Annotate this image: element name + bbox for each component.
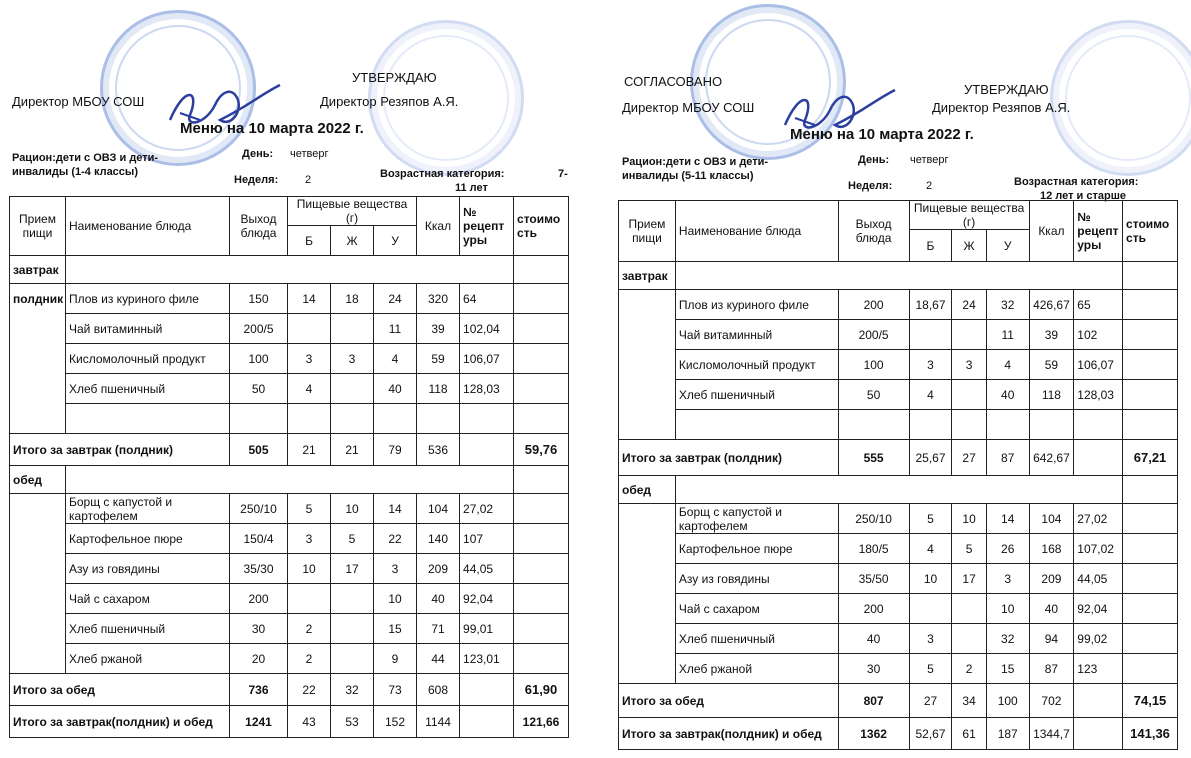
dish-fat [952,380,987,410]
dish-cost [1123,624,1178,654]
dish-recipe: 27,02 [460,494,514,524]
dish-protein: 18,67 [909,290,952,320]
dish-cost [514,494,569,524]
dish-name: Борщ с капустой и картофелем [675,504,838,534]
dish-carbs: 9 [374,644,417,674]
dish-name: Хлеб пшеничный [675,624,838,654]
dish-cost [1123,654,1178,684]
dish-yield: 200 [838,594,909,624]
dish-yield: 35/30 [230,554,288,584]
breakfast-total-fat: 21 [331,434,374,466]
dish-yield: 180/5 [838,534,909,564]
dish-recipe: 106,07 [1074,350,1123,380]
meal-cell [619,290,676,320]
lunch-total-kcal: 608 [417,674,460,706]
dish-recipe: 128,03 [1074,380,1123,410]
meal-cell [619,504,676,534]
dish-name: Плов из куриного филе [66,284,230,314]
menu-title-right: Меню на 10 марта 2022 г. [790,126,974,143]
dish-fat: 24 [952,290,987,320]
dish-recipe: 44,05 [460,554,514,584]
header-meal-right: Прием пищи [619,201,676,262]
header-carbs-right: У [986,230,1029,262]
dish-name: Хлеб ржаной [66,644,230,674]
header-protein: Б [288,226,331,256]
official-stamp-right-2 [1050,20,1191,176]
grand-total-kcal-right: 1344,7 [1029,718,1074,750]
dish-name: Хлеб пшеничный [66,374,230,404]
dish-fat [952,320,987,350]
dish-carbs: 10 [986,594,1029,624]
header-cost: стоимо сть [514,197,569,256]
table-row [619,350,1178,380]
meal-cell [10,374,66,404]
dish-kcal: 426,67 [1029,290,1074,320]
dish-carbs: 10 [374,584,417,614]
dish-fat [331,314,374,344]
dish-carbs: 4 [374,344,417,374]
director-signature-line-right: Директор МБОУ СОШ [622,100,755,115]
dish-cost [514,554,569,584]
breakfast-total-label-right: Итого за завтрак (полдник) [619,440,839,476]
dish-kcal: 118 [417,374,460,404]
dish-protein: 10 [909,564,952,594]
dish-cost [514,524,569,554]
meal-snack-label: полдник [10,284,66,314]
table-row [10,524,569,554]
dish-kcal: 44 [417,644,460,674]
dish-cost [1123,504,1178,534]
dish-kcal: 71 [417,614,460,644]
dish-yield: 250/10 [230,494,288,524]
dish-yield: 30 [230,614,288,644]
breakfast-total-kcal-right: 642,67 [1029,440,1074,476]
lunch-total-carbs: 73 [374,674,417,706]
dish-name: Чай витаминный [66,314,230,344]
dish-recipe: 107 [460,524,514,554]
dish-fat: 2 [952,654,987,684]
menu-table-right [618,200,1178,750]
dish-name: Чай витаминный [675,320,838,350]
dish-fat: 3 [952,350,987,380]
meal-cell [619,624,676,654]
dish-fat: 10 [952,504,987,534]
meal-cell [10,314,66,344]
grand-total-fat: 53 [331,706,374,738]
table-row [619,534,1178,564]
header-yield: Выход блюда [230,197,288,256]
table-row [10,374,569,404]
lunch-total-cost-right: 74,15 [1123,684,1178,718]
dish-fat [952,594,987,624]
meal-cell [10,644,66,674]
meal-breakfast-label: завтрак [10,256,66,284]
dish-fat: 3 [331,344,374,374]
dish-yield: 200/5 [838,320,909,350]
dish-yield: 50 [230,374,288,404]
table-row [619,380,1178,410]
lunch-total-fat-right: 34 [952,684,987,718]
meal-cell [619,534,676,564]
dish-carbs: 40 [374,374,417,404]
header-nutrients-right: Пищевые вещества (г) [909,201,1029,230]
dish-cost [1123,534,1178,564]
header-nutrients: Пищевые вещества (г) [288,197,417,226]
director-name: Директор Резяпов А.Я. [320,94,459,109]
dish-name: Хлеб ржаной [675,654,838,684]
breakfast-total-yield: 505 [230,434,288,466]
dish-protein: 5 [909,504,952,534]
meal-cell [10,554,66,584]
dish-fat: 18 [331,284,374,314]
meal-cell [619,654,676,684]
dish-fat: 17 [331,554,374,584]
table-row [619,320,1178,350]
dish-protein [288,584,331,614]
header-kcal-right: Ккал [1029,201,1074,262]
lunch-total-yield: 736 [230,674,288,706]
dish-recipe: 123,01 [460,644,514,674]
ration-label-right-2: инвалиды (5-11 классы) [622,170,754,182]
dish-yield: 200/5 [230,314,288,344]
dish-carbs: 3 [986,564,1029,594]
header-dish-right: Наименование блюда [675,201,838,262]
breakfast-total-cost: 59,76 [514,434,569,466]
dish-recipe: 99,01 [460,614,514,644]
age-label: Возрастная категория: [380,168,505,180]
dish-yield: 35/50 [838,564,909,594]
lunch-total-carbs-right: 100 [986,684,1029,718]
dish-cost [1123,320,1178,350]
dish-cost [1123,594,1178,624]
week-label-right: Неделя: [848,180,893,192]
table-row [10,584,569,614]
week-value-right: 2 [926,180,933,192]
lunch-total-label-right: Итого за обед [619,684,839,718]
age-label-right: Возрастная категория: [1014,176,1139,188]
table-row [10,554,569,584]
dish-carbs: 14 [374,494,417,524]
dish-fat: 5 [952,534,987,564]
header-protein-right: Б [909,230,952,262]
dish-carbs: 32 [986,624,1029,654]
dish-protein [909,594,952,624]
dish-kcal: 320 [417,284,460,314]
lunch-total-fat: 32 [331,674,374,706]
grand-total-yield: 1241 [230,706,288,738]
table-row [619,624,1178,654]
grand-total-fat-right: 61 [952,718,987,750]
director-name-right: Директор Резяпов А.Я. [932,100,1071,115]
dish-carbs: 26 [986,534,1029,564]
dish-name: Чай с сахаром [675,594,838,624]
dish-yield: 30 [838,654,909,684]
header-recipe-right: № рецепт уры [1074,201,1123,262]
dish-carbs: 15 [374,614,417,644]
header-dish: Наименование блюда [66,197,230,256]
header-fat: Ж [331,226,374,256]
dish-name: Хлеб пшеничный [66,614,230,644]
dish-cost [1123,564,1178,594]
dish-fat [331,374,374,404]
week-value: 2 [305,174,312,186]
menu-title: Меню на 10 марта 2022 г. [180,120,364,137]
dish-recipe: 102,04 [460,314,514,344]
agreed-heading: СОГЛАСОВАНО [624,74,723,89]
age-value-2: 11 лет [455,182,488,194]
dish-recipe: 27,02 [1074,504,1123,534]
day-value: четверг [290,148,329,160]
header-fat-right: Ж [952,230,987,262]
dish-yield: 150 [230,284,288,314]
grand-total-carbs: 152 [374,706,417,738]
week-label: Неделя: [234,174,279,186]
dish-yield: 40 [838,624,909,654]
dish-kcal: 39 [417,314,460,344]
breakfast-total-protein: 21 [288,434,331,466]
meal-cell [619,380,676,410]
table-row [619,654,1178,684]
breakfast-total-protein-right: 25,67 [909,440,952,476]
dish-cost [514,284,569,314]
dish-kcal: 59 [1029,350,1074,380]
table-row [10,614,569,644]
dish-name: Картофельное пюре [66,524,230,554]
dish-name: Азу из говядины [675,564,838,594]
dish-cost [1123,350,1178,380]
dish-recipe: 65 [1074,290,1123,320]
dish-protein [909,320,952,350]
dish-kcal: 209 [417,554,460,584]
dish-carbs: 40 [986,380,1029,410]
table-row [619,564,1178,594]
dish-protein: 4 [288,374,331,404]
ration-label: Рацион:дети с ОВЗ и дети- [12,152,159,164]
dish-kcal: 209 [1029,564,1074,594]
age-value-right: 12 лет и старше [1040,190,1126,202]
dish-protein: 3 [288,524,331,554]
meal-lunch-label-right: обед [619,476,676,504]
dish-fat [952,624,987,654]
table-row [10,314,569,344]
dish-protein: 4 [909,534,952,564]
age-value: 7- [558,168,568,180]
dish-yield: 100 [838,350,909,380]
dish-yield: 100 [230,344,288,374]
day-label-right: День: [858,154,890,166]
dish-kcal: 59 [417,344,460,374]
grand-total-kcal: 1144 [417,706,460,738]
meal-cell [10,344,66,374]
dish-protein: 2 [288,644,331,674]
dish-recipe: 99,02 [1074,624,1123,654]
dish-carbs: 24 [374,284,417,314]
dish-protein: 3 [909,350,952,380]
dish-carbs: 4 [986,350,1029,380]
dish-recipe: 44,05 [1074,564,1123,594]
dish-cost [514,584,569,614]
dish-kcal: 87 [1029,654,1074,684]
dish-cost [514,614,569,644]
ration-label-right: Рацион:дети с ОВЗ и дети- [622,156,769,168]
dish-name: Кисломолочный продукт [66,344,230,374]
table-row [619,504,1178,534]
dish-carbs: 11 [986,320,1029,350]
dish-cost [514,344,569,374]
lunch-total-protein-right: 27 [909,684,952,718]
dish-kcal: 140 [417,524,460,554]
dish-recipe: 64 [460,284,514,314]
dish-protein: 10 [288,554,331,584]
meal-cell [619,350,676,380]
day-value-right: четверг [910,154,949,166]
dish-protein [288,314,331,344]
grand-total-label: Итого за завтрак(полдник) и обед [10,706,230,738]
dish-name: Картофельное пюре [675,534,838,564]
meal-cell [10,494,66,524]
grand-total-label-right: Итого за завтрак(полдник) и обед [619,718,839,750]
dish-protein: 4 [909,380,952,410]
dish-kcal: 168 [1029,534,1074,564]
breakfast-total-carbs-right: 87 [986,440,1029,476]
dish-carbs: 22 [374,524,417,554]
dish-kcal: 40 [417,584,460,614]
dish-kcal: 94 [1029,624,1074,654]
table-row [619,594,1178,624]
table-row [10,644,569,674]
table-row [10,494,569,524]
grand-total-protein: 43 [288,706,331,738]
dish-yield: 250/10 [838,504,909,534]
grand-total-cost-right: 141,36 [1123,718,1178,750]
dish-recipe: 92,04 [460,584,514,614]
dish-protein: 2 [288,614,331,644]
dish-yield: 150/4 [230,524,288,554]
dish-fat [331,614,374,644]
dish-recipe: 106,07 [460,344,514,374]
dish-name: Плов из куриного филе [675,290,838,320]
grand-total-protein-right: 52,67 [909,718,952,750]
dish-kcal: 118 [1029,380,1074,410]
meal-cell [10,524,66,554]
breakfast-total-yield-right: 555 [838,440,909,476]
dish-protein: 14 [288,284,331,314]
dish-recipe: 107,02 [1074,534,1123,564]
meal-cell [10,584,66,614]
breakfast-total-cost-right: 67,21 [1123,440,1178,476]
dish-cost [514,314,569,344]
dish-carbs: 32 [986,290,1029,320]
lunch-total-label: Итого за обед [10,674,230,706]
menu-table-left [9,196,569,738]
dish-yield: 200 [230,584,288,614]
dish-name: Чай с сахаром [66,584,230,614]
dish-kcal: 104 [1029,504,1074,534]
header-yield-right: Выход блюда [838,201,909,262]
dish-cost [1123,290,1178,320]
dish-fat: 17 [952,564,987,594]
dish-cost [514,644,569,674]
breakfast-total-fat-right: 27 [952,440,987,476]
breakfast-total-label: Итого за завтрак (полдник) [10,434,230,466]
table-row [10,344,569,374]
dish-carbs: 11 [374,314,417,344]
lunch-total-yield-right: 807 [838,684,909,718]
dish-cost [514,374,569,404]
lunch-total-kcal-right: 702 [1029,684,1074,718]
dish-yield: 50 [838,380,909,410]
breakfast-total-carbs: 79 [374,434,417,466]
meal-cell [619,594,676,624]
header-meal: Прием пищи [10,197,66,256]
lunch-total-protein: 22 [288,674,331,706]
dish-fat: 10 [331,494,374,524]
dish-protein: 3 [909,624,952,654]
dish-name: Азу из говядины [66,554,230,584]
dish-fat: 5 [331,524,374,554]
dish-carbs: 15 [986,654,1029,684]
meal-cell [10,614,66,644]
dish-fat [331,584,374,614]
dish-protein: 5 [909,654,952,684]
dish-yield: 200 [838,290,909,320]
dish-yield: 20 [230,644,288,674]
meal-cell [619,320,676,350]
dish-recipe: 123 [1074,654,1123,684]
meal-lunch-label: обед [10,466,66,494]
dish-recipe: 102 [1074,320,1123,350]
director-signature-line: Директор МБОУ СОШ [12,94,145,109]
approve-heading-right: УТВЕРЖДАЮ [964,82,1049,97]
dish-protein: 5 [288,494,331,524]
dish-recipe: 92,04 [1074,594,1123,624]
dish-carbs: 14 [986,504,1029,534]
grand-total-yield-right: 1362 [838,718,909,750]
table-row [619,290,1178,320]
dish-kcal: 40 [1029,594,1074,624]
dish-cost [1123,380,1178,410]
dish-fat [331,644,374,674]
dish-name: Борщ с капустой и картофелем [66,494,230,524]
dish-kcal: 104 [417,494,460,524]
dish-carbs: 3 [374,554,417,584]
header-kcal: Ккал [417,197,460,256]
grand-total-cost: 121,66 [514,706,569,738]
day-label: День: [242,148,274,160]
header-cost-right: стоимо сть [1123,201,1178,262]
table-row [10,284,569,314]
lunch-total-cost: 61,90 [514,674,569,706]
meal-breakfast-label-right: завтрак [619,262,676,290]
dish-kcal: 39 [1029,320,1074,350]
breakfast-total-kcal: 536 [417,434,460,466]
approve-heading: УТВЕРЖДАЮ [352,70,437,85]
meal-cell [619,564,676,594]
dish-recipe: 128,03 [460,374,514,404]
dish-protein: 3 [288,344,331,374]
header-recipe: № рецепт уры [460,197,514,256]
ration-label-2: инвалиды (1-4 классы) [12,166,138,178]
grand-total-carbs-right: 187 [986,718,1029,750]
header-carbs: У [374,226,417,256]
dish-name: Хлеб пшеничный [675,380,838,410]
dish-name: Кисломолочный продукт [675,350,838,380]
